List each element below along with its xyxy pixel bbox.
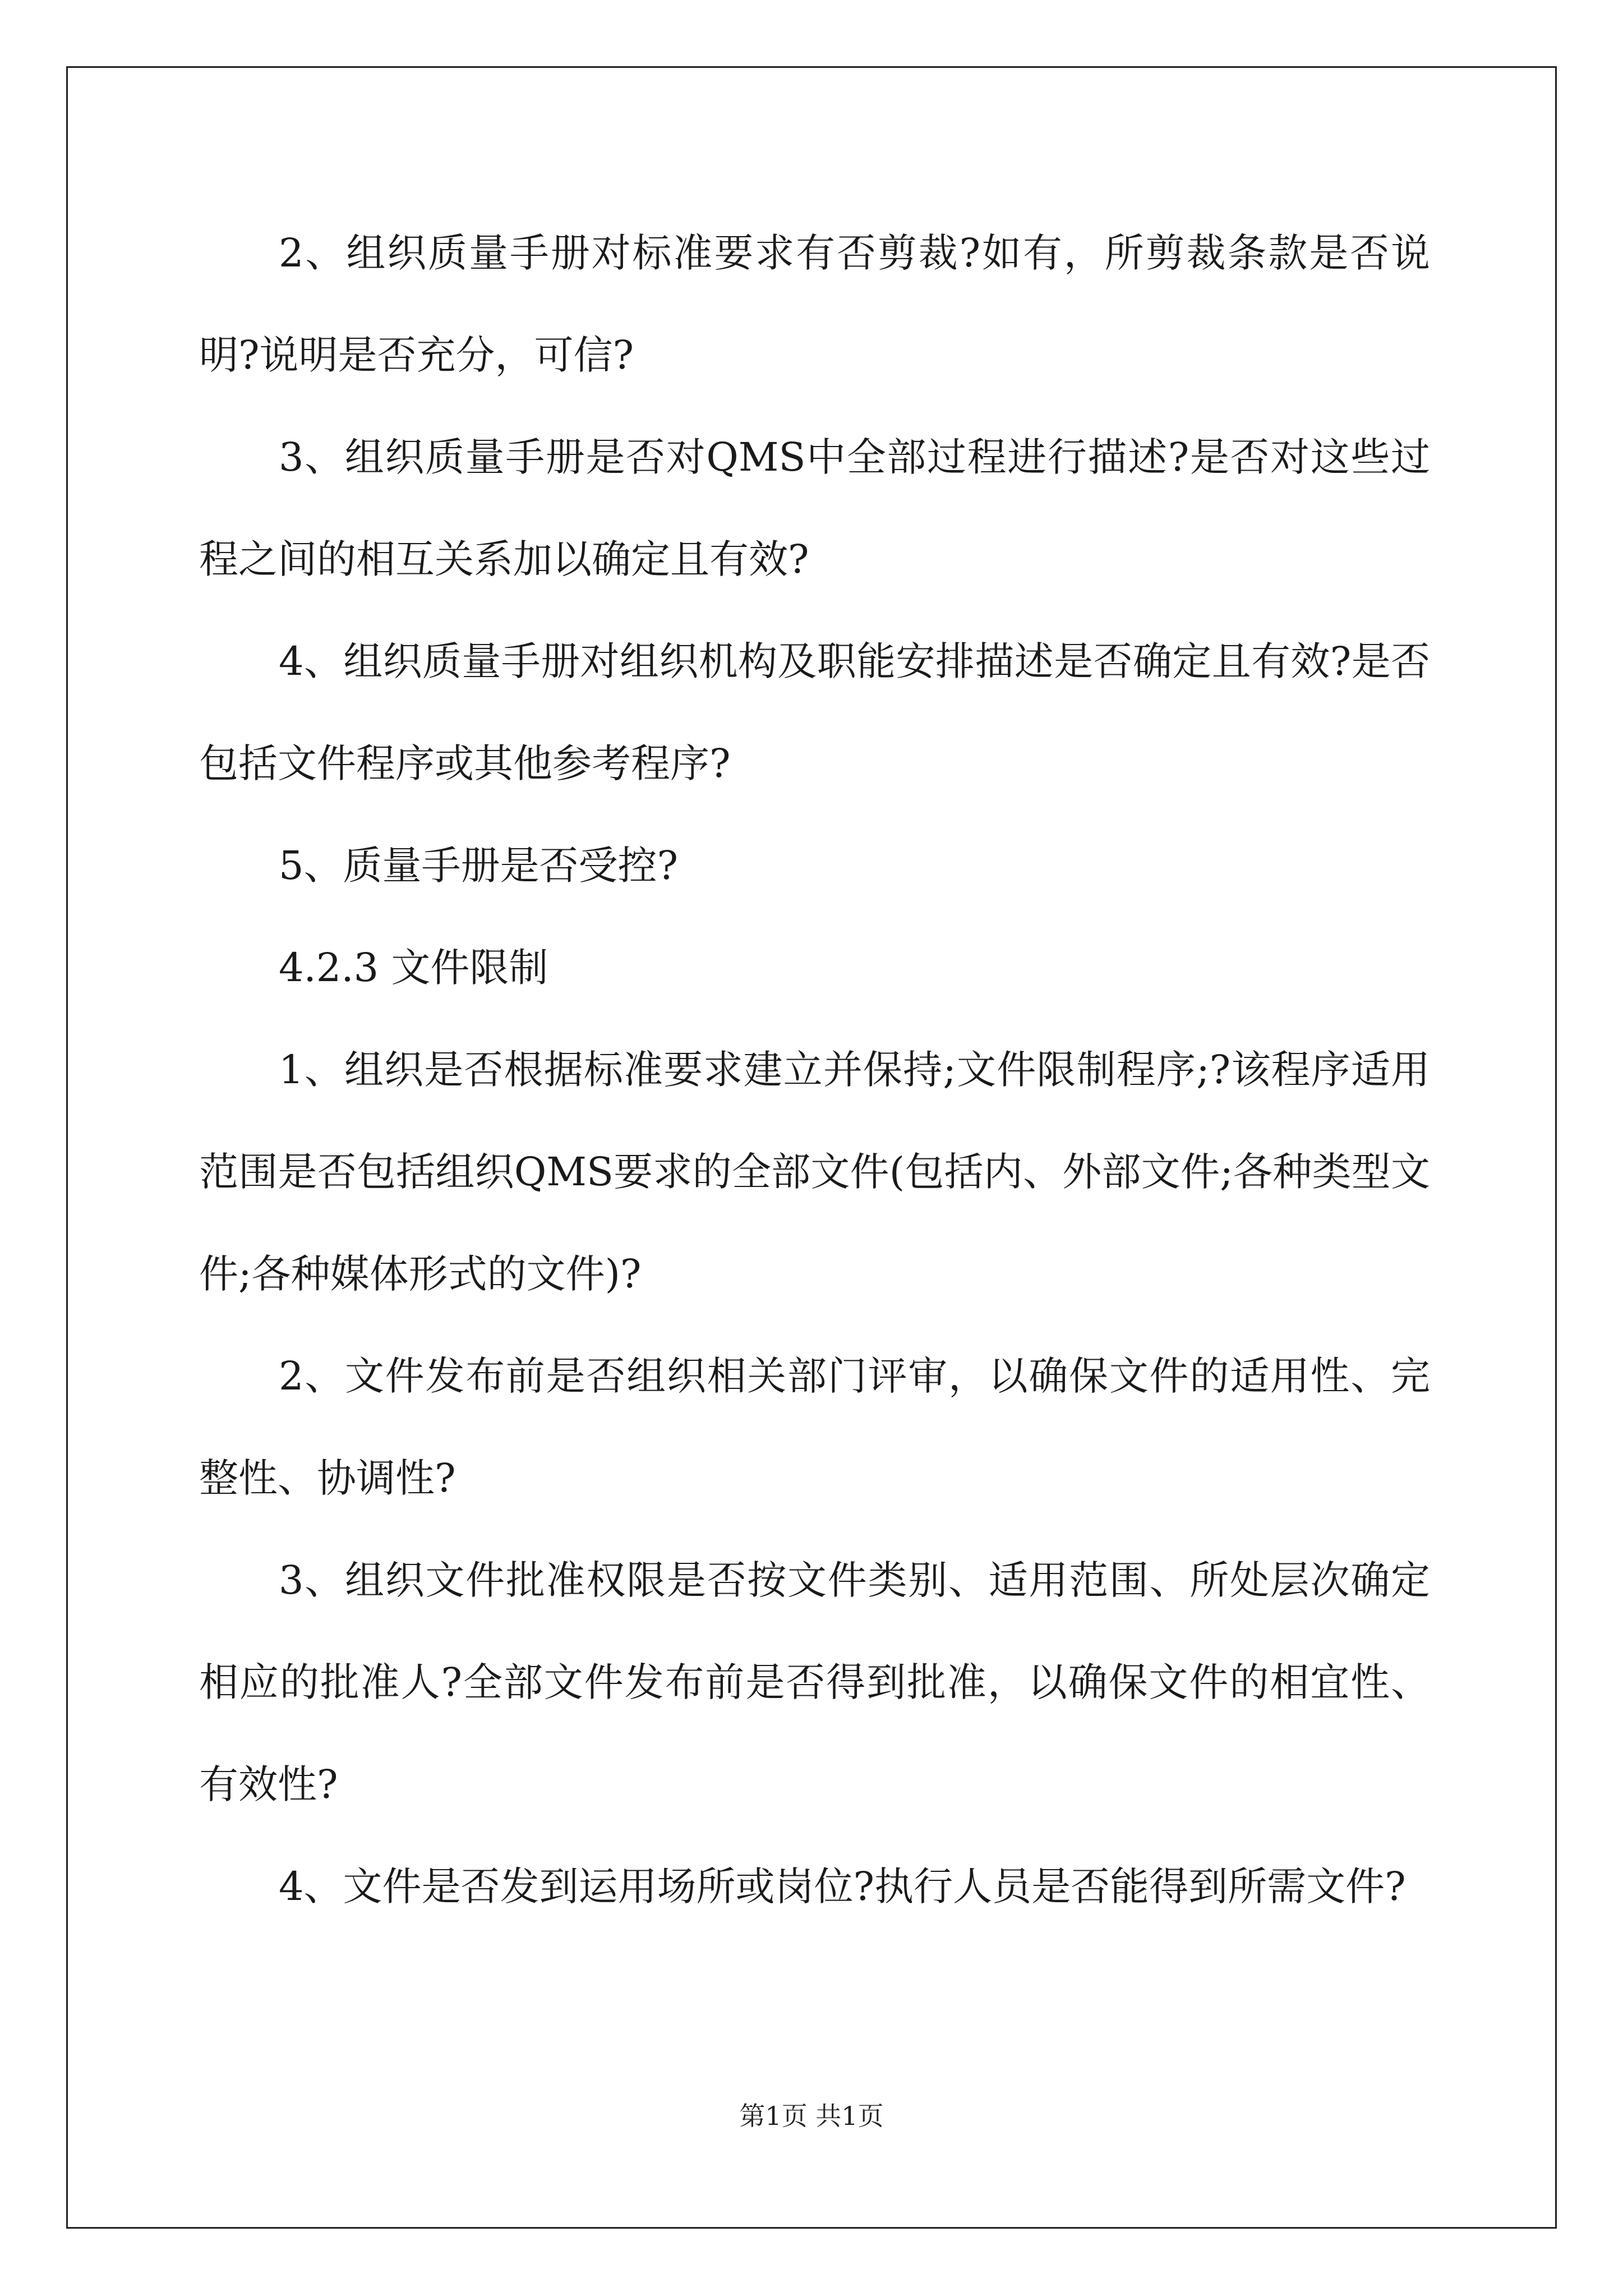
page-number-footer: 第1页 共1页: [739, 2101, 884, 2131]
paragraph-manual-process-description: 3、组织质量手册是否对QMS中全部过程进行描述?是否对这些过程之间的相互关系加以确定且有效?: [199, 434, 1430, 582]
paragraph-manual-tailoring: 2、组织质量手册对标准要求有否剪裁?如有，所剪裁条款是否说明?说明是否充分，可信?: [199, 230, 1430, 378]
section-heading-document-control: 4.2.3 文件限制: [279, 945, 548, 991]
paragraph-manual-organization: 4、组织质量手册对组织机构及职能安排描述是否确定且有效?是否包括文件程序或其他参考程序?: [199, 638, 1430, 786]
paragraph-document-control-procedure: 1、组织是否根据标准要求建立并保持;文件限制程序;?该程序适用范围是否包括组织QMS要求的全部文件(包括内、外部文件;各种类型文件;各种媒体形式的文件)?: [199, 1047, 1430, 1297]
paragraph-document-distribution: 4、文件是否发到运用场所或岗位?执行人员是否能得到所需文件?: [279, 1864, 1406, 1910]
paragraph-document-review: 2、文件发布前是否组织相关部门评审，以确保文件的适用性、完整性、协调性?: [199, 1353, 1430, 1501]
paragraph-document-approval: 3、组织文件批准权限是否按文件类别、适用范围、所处层次确定相应的批准人?全部文件发布前是否得到批准，以确保文件的相宜性、有效性?: [199, 1557, 1430, 1807]
paragraph-manual-controlled: 5、质量手册是否受控?: [279, 843, 679, 889]
document-body: [199, 202, 1430, 1938]
